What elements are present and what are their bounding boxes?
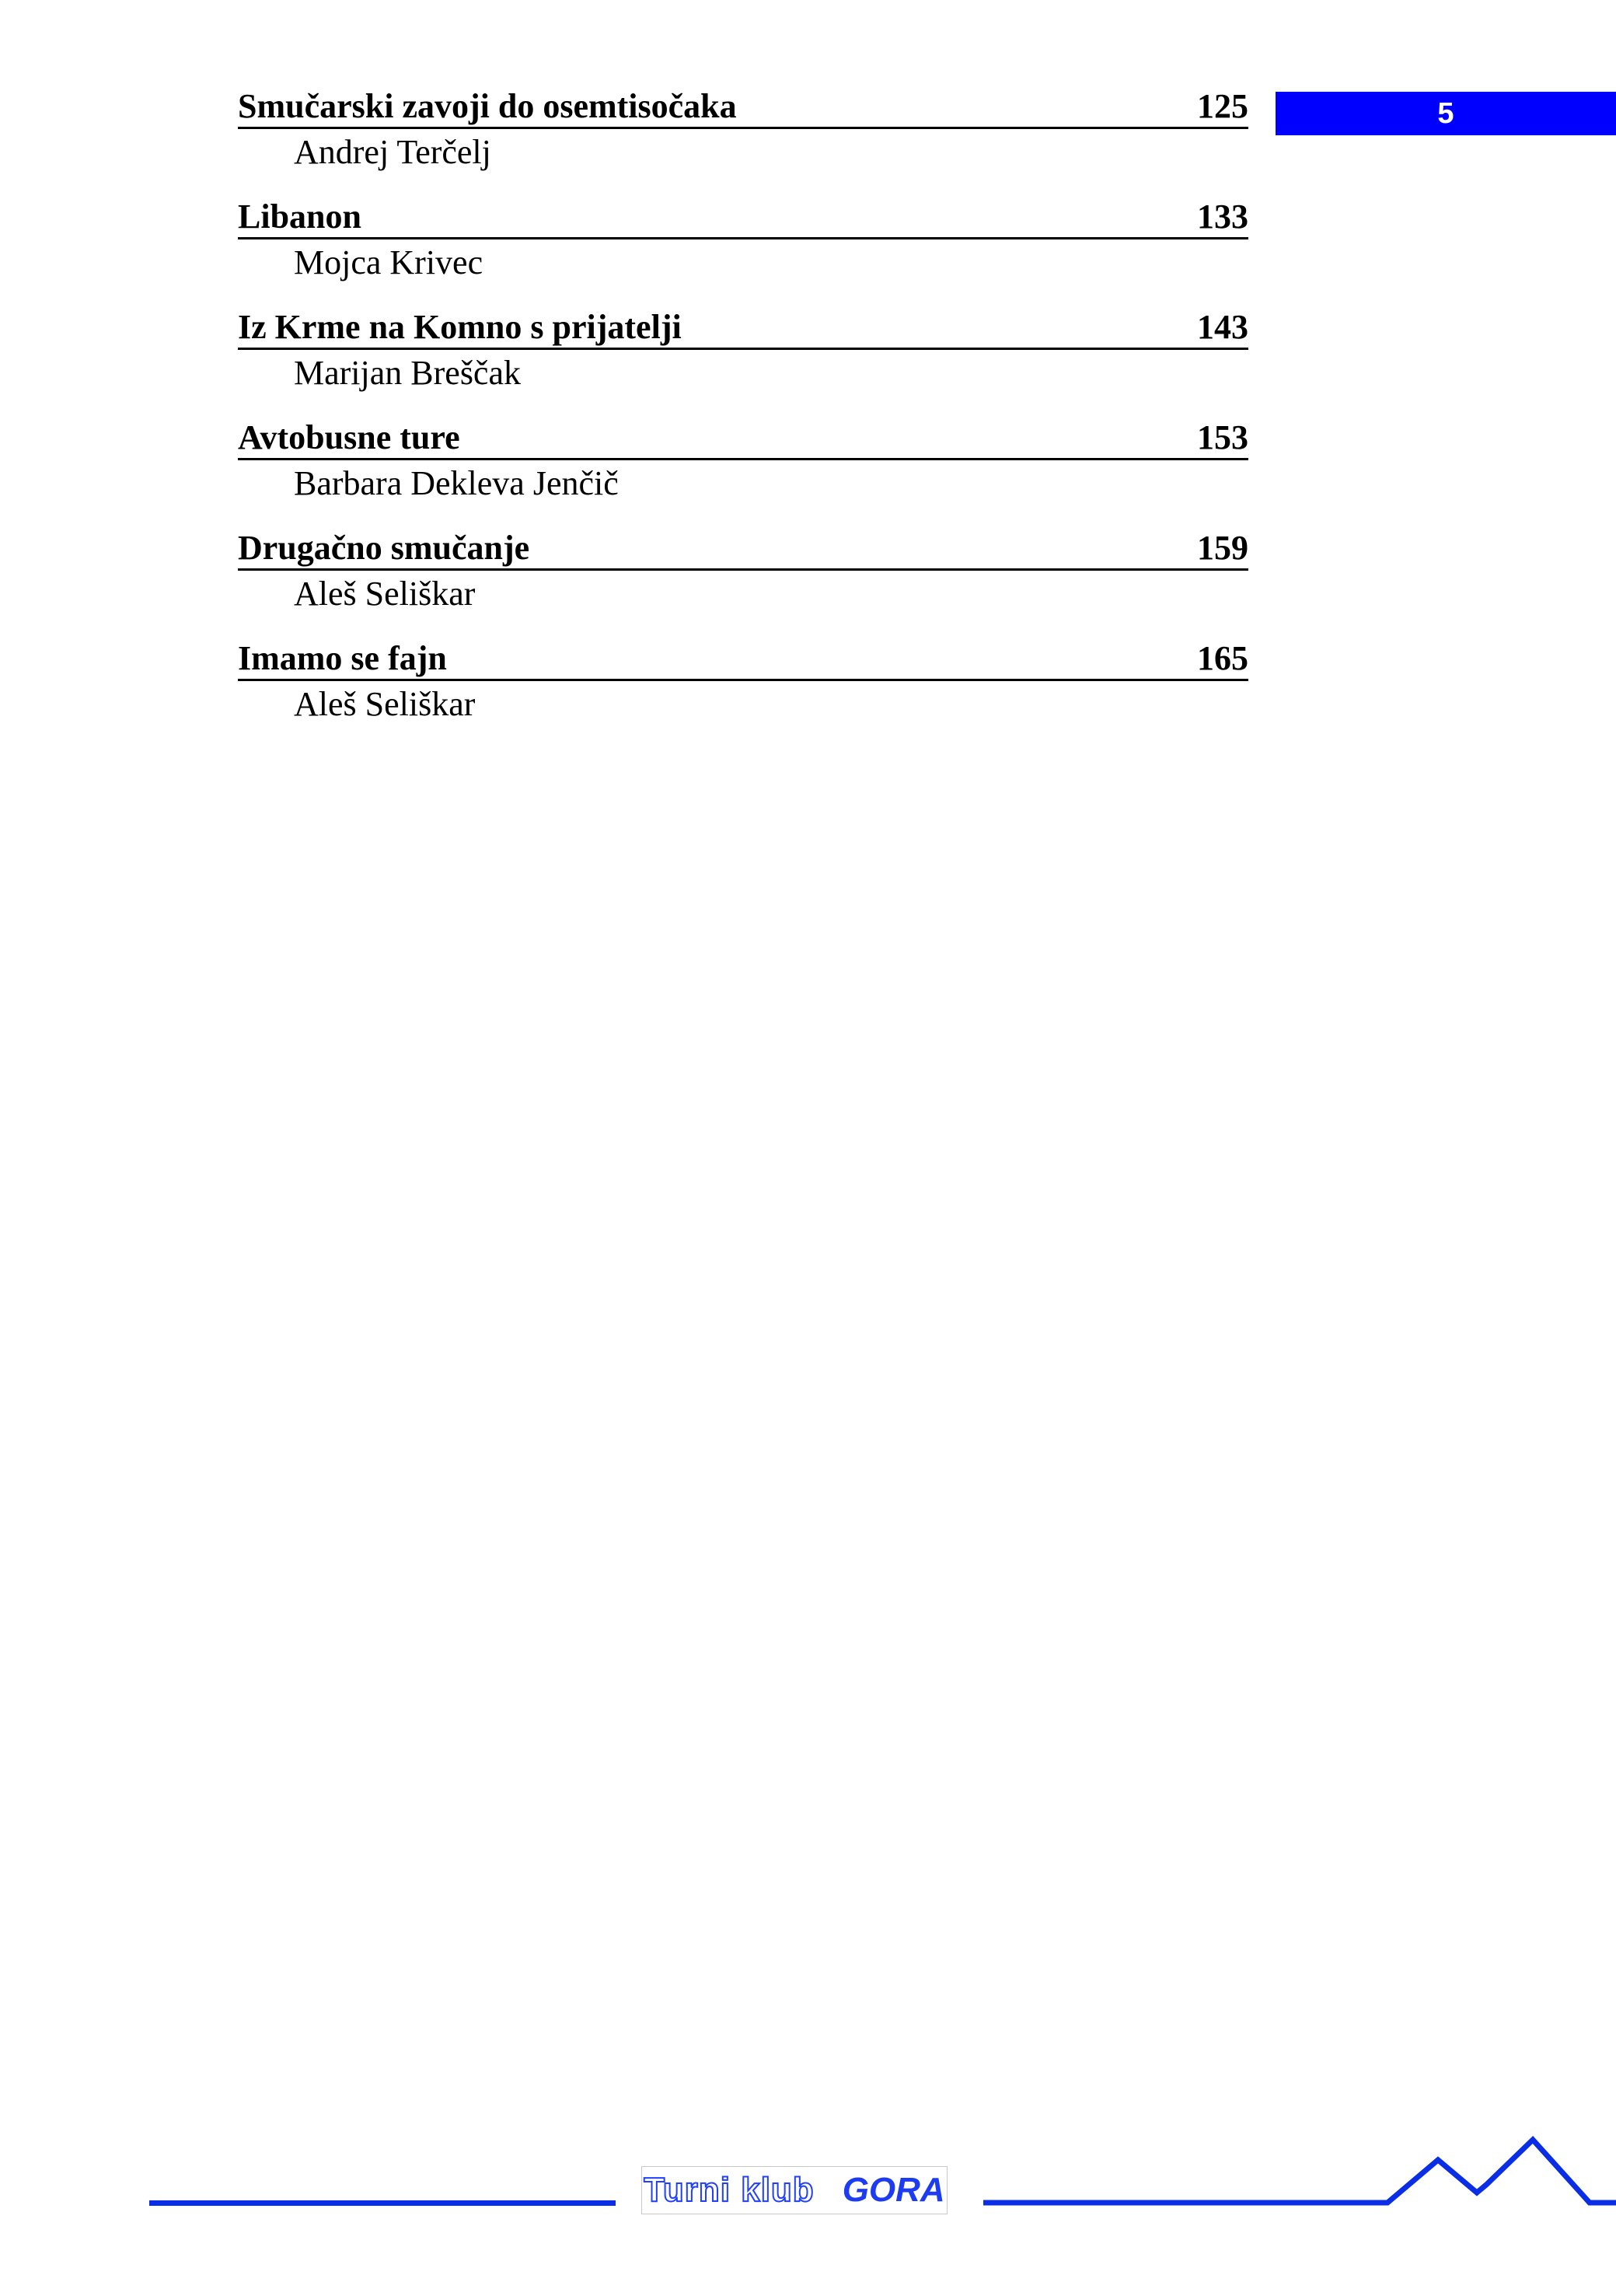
toc-title: Avtobusne ture	[238, 418, 460, 456]
toc-entry[interactable]	[238, 306, 1248, 417]
page-number: 5	[1437, 97, 1454, 130]
toc-title-row	[238, 638, 1248, 681]
club-logo	[641, 2166, 948, 2214]
table-of-contents	[238, 86, 1248, 748]
toc-author: Aleš Seliškar	[294, 575, 476, 613]
toc-entry[interactable]	[238, 417, 1248, 527]
club-brand: GORA	[842, 2171, 945, 2209]
mountain-outline-icon	[979, 2123, 1616, 2216]
toc-title: Libanon	[238, 197, 361, 236]
toc-author: Mojca Krivec	[294, 243, 483, 281]
toc-page-number: 153	[1197, 418, 1248, 456]
toc-entry[interactable]	[238, 86, 1248, 196]
toc-author: Barbara Dekleva Jenčič	[294, 464, 619, 502]
toc-title: Iz Krme na Komno s prijatelji	[238, 308, 682, 346]
toc-page-number: 165	[1197, 639, 1248, 677]
toc-title: Drugačno smučanje	[238, 529, 530, 567]
footer-divider-line	[149, 2200, 616, 2206]
club-name: Turni klub	[644, 2171, 815, 2209]
toc-author: Marijan Breščak	[294, 354, 521, 392]
page-number-tab	[1276, 92, 1616, 135]
toc-page-number: 159	[1197, 529, 1248, 567]
toc-title-row	[238, 86, 1248, 129]
toc-entry[interactable]	[238, 638, 1248, 748]
toc-title: Imamo se fajn	[238, 639, 447, 677]
toc-title-row	[238, 527, 1248, 571]
toc-author: Andrej Terčelj	[294, 133, 491, 171]
toc-entry[interactable]	[238, 527, 1248, 638]
toc-title-row	[238, 417, 1248, 460]
toc-page-number: 125	[1197, 87, 1248, 125]
toc-page-number: 133	[1197, 197, 1248, 236]
toc-entry[interactable]	[238, 196, 1248, 306]
toc-title-row	[238, 306, 1248, 350]
toc-page-number: 143	[1197, 308, 1248, 346]
toc-title: Smučarski zavoji do osemtisočaka	[238, 87, 737, 125]
toc-author: Aleš Seliškar	[294, 685, 476, 723]
toc-title-row	[238, 196, 1248, 239]
